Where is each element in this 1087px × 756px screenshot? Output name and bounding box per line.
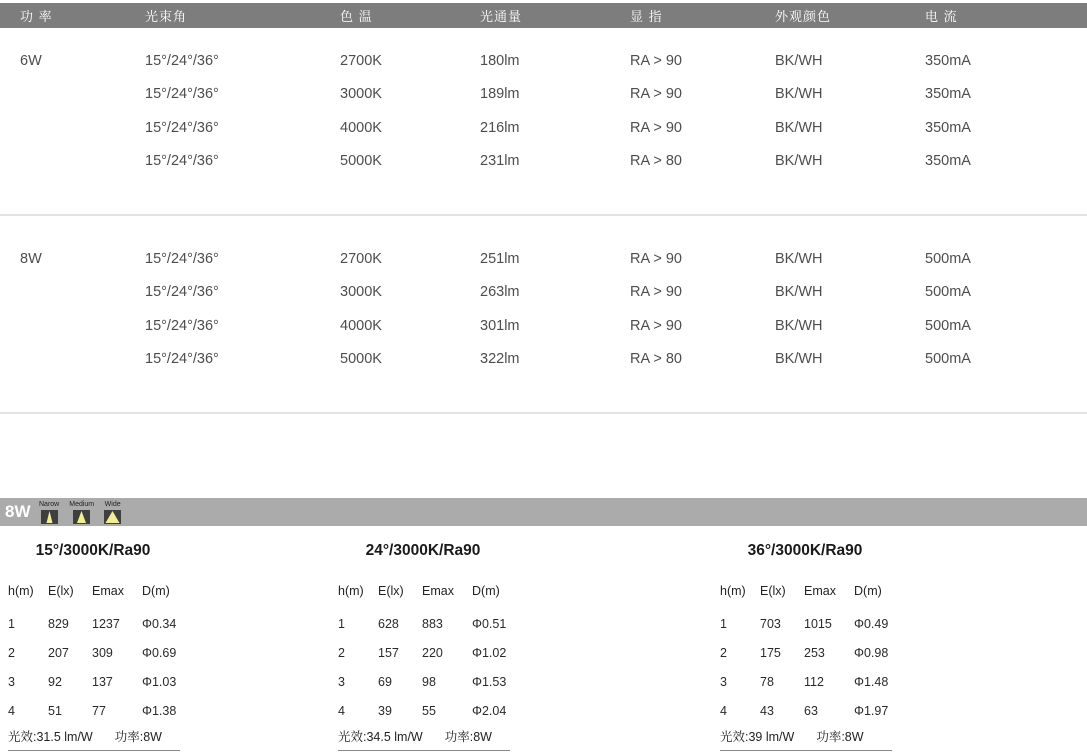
col-header-illuminance: E(lx) <box>760 584 786 598</box>
flux-cell: 263lm <box>480 284 520 301</box>
power-value: 功率:8W <box>816 730 864 744</box>
photometric-footer <box>720 727 892 751</box>
flux-cell: 231lm <box>480 153 520 170</box>
illuminance-cell: 69 <box>378 674 392 689</box>
beam-icon-group <box>39 498 121 526</box>
beam-section-header <box>0 498 1087 526</box>
cct-cell: 3000K <box>340 284 382 301</box>
illuminance-cell: 703 <box>760 616 781 631</box>
current-cell: 500mA <box>925 284 971 301</box>
efficacy-value: 光效:31.5 lm/W <box>8 730 93 744</box>
emax-cell: 309 <box>92 645 113 660</box>
photometric-row <box>720 696 930 725</box>
table-row <box>0 309 1087 343</box>
beam-angle-cell: 15°/24°/36° <box>145 284 219 301</box>
current-cell: 500mA <box>925 317 971 334</box>
illuminance-cell: 51 <box>48 703 62 718</box>
column-header-power: 功 率 <box>20 9 53 24</box>
finish-color-cell: BK/WH <box>775 284 823 301</box>
medium-beam <box>69 501 94 524</box>
photometric-table-24deg <box>338 526 548 751</box>
cri-cell: RA > 80 <box>630 351 682 368</box>
emax-cell: 220 <box>422 645 443 660</box>
cri-cell: RA > 90 <box>630 119 682 136</box>
cri-cell: RA > 90 <box>630 284 682 301</box>
power-group-8w <box>0 242 1087 376</box>
illuminance-cell: 43 <box>760 703 774 718</box>
col-header-diameter: D(m) <box>854 584 882 598</box>
current-cell: 500mA <box>925 250 971 267</box>
photometric-header-row <box>720 579 930 603</box>
column-header-flux: 光通量 <box>480 9 523 24</box>
flux-cell: 301lm <box>480 317 520 334</box>
cri-cell: RA > 90 <box>630 250 682 267</box>
height-cell: 1 <box>8 616 15 631</box>
medium-beam-label: Medium <box>69 501 95 508</box>
wide-beam-label: Wide <box>104 501 121 508</box>
current-cell: 500mA <box>925 351 971 368</box>
photometric-tables <box>0 526 1087 751</box>
divider <box>0 214 1087 216</box>
height-cell: 1 <box>338 616 345 631</box>
col-header-emax: Emax <box>422 584 454 598</box>
diameter-cell: Φ0.49 <box>854 616 889 631</box>
col-header-illuminance: E(lx) <box>48 584 74 598</box>
beam-angle-cell: 15°/24°/36° <box>145 317 219 334</box>
col-header-emax: Emax <box>804 584 836 598</box>
photometric-header-row <box>8 579 218 603</box>
illuminance-cell: 157 <box>378 645 399 660</box>
photometric-row <box>8 696 218 725</box>
photometric-table-title: 15°/3000K/Ra90 <box>35 542 151 559</box>
cct-cell: 2700K <box>340 250 382 267</box>
photometric-row <box>720 609 930 638</box>
photometric-row <box>8 609 218 638</box>
finish-color-cell: BK/WH <box>775 351 823 368</box>
column-header-current: 电 流 <box>925 9 958 24</box>
cct-cell: 4000K <box>340 119 382 136</box>
finish-color-cell: BK/WH <box>775 317 823 334</box>
height-cell: 2 <box>8 645 15 660</box>
power-badge: 8W <box>5 502 31 521</box>
col-header-height: h(m) <box>720 584 746 598</box>
cct-cell: 2700K <box>340 52 382 69</box>
column-header-cri: 显 指 <box>630 9 663 24</box>
cri-cell: RA > 90 <box>630 317 682 334</box>
diameter-cell: Φ0.51 <box>472 616 507 631</box>
table-row <box>0 276 1087 310</box>
diameter-cell: Φ0.34 <box>142 616 177 631</box>
emax-cell: 63 <box>804 703 818 718</box>
photometric-row <box>338 667 548 696</box>
photometric-table-36deg <box>720 526 930 751</box>
table-row <box>0 44 1087 78</box>
photometric-footer <box>338 727 510 751</box>
col-header-diameter: D(m) <box>142 584 170 598</box>
column-header-cct: 色 温 <box>340 9 373 24</box>
beam-angle-cell: 15°/24°/36° <box>145 86 219 103</box>
table-row <box>0 242 1087 276</box>
illuminance-cell: 628 <box>378 616 399 631</box>
diameter-cell: Φ1.53 <box>472 674 507 689</box>
narrow-beam <box>39 501 59 524</box>
current-cell: 350mA <box>925 153 971 170</box>
finish-color-cell: BK/WH <box>775 153 823 170</box>
beam-angle-cell: 15°/24°/36° <box>145 250 219 267</box>
diameter-cell: Φ0.69 <box>142 645 177 660</box>
photometric-table-15deg <box>8 526 218 751</box>
height-cell: 2 <box>338 645 345 660</box>
cri-cell: RA > 80 <box>630 153 682 170</box>
column-header-finish-color: 外观颜色 <box>775 9 832 24</box>
current-cell: 350mA <box>925 119 971 136</box>
finish-color-cell: BK/WH <box>775 250 823 267</box>
illuminance-cell: 78 <box>760 674 774 689</box>
emax-cell: 1015 <box>804 616 832 631</box>
col-header-diameter: D(m) <box>472 584 500 598</box>
table-row <box>0 78 1087 112</box>
table-row <box>0 343 1087 377</box>
beam-angle-cell: 15°/24°/36° <box>145 351 219 368</box>
column-header-beam-angle: 光束角 <box>145 9 188 24</box>
col-header-illuminance: E(lx) <box>378 584 404 598</box>
cct-cell: 3000K <box>340 86 382 103</box>
photometric-row <box>338 609 548 638</box>
photometric-row <box>720 638 930 667</box>
illuminance-cell: 39 <box>378 703 392 718</box>
flux-cell: 322lm <box>480 351 520 368</box>
power-value: 功率:8W <box>444 730 492 744</box>
diameter-cell: Φ1.48 <box>854 674 889 689</box>
wide-beam-icon <box>104 510 121 524</box>
photometric-footer <box>8 727 180 751</box>
narrow-beam-label: Narow <box>39 501 60 508</box>
col-header-height: h(m) <box>8 584 34 598</box>
power-cell: 8W <box>20 250 42 267</box>
flux-cell: 216lm <box>480 119 520 136</box>
beam-angle-cell: 15°/24°/36° <box>145 153 219 170</box>
cct-cell: 4000K <box>340 317 382 334</box>
emax-cell: 98 <box>422 674 436 689</box>
emax-cell: 1237 <box>92 616 120 631</box>
height-cell: 4 <box>720 703 727 718</box>
current-cell: 350mA <box>925 86 971 103</box>
emax-cell: 77 <box>92 703 106 718</box>
table-row <box>0 145 1087 179</box>
photometric-row <box>8 667 218 696</box>
illuminance-cell: 92 <box>48 674 62 689</box>
power-cell: 6W <box>20 52 42 69</box>
diameter-cell: Φ1.97 <box>854 703 889 718</box>
spec-sheet <box>0 3 1087 756</box>
photometric-header-row <box>338 579 548 603</box>
col-header-emax: Emax <box>92 584 124 598</box>
emax-cell: 883 <box>422 616 443 631</box>
diameter-cell: Φ2.04 <box>472 703 507 718</box>
wide-beam <box>104 501 121 524</box>
efficacy-value: 光效:34.5 lm/W <box>338 730 423 744</box>
photometric-row <box>720 667 930 696</box>
medium-beam-icon <box>73 510 90 524</box>
height-cell: 4 <box>8 703 15 718</box>
flux-cell: 251lm <box>480 250 520 267</box>
power-group-6w <box>0 44 1087 178</box>
photometric-table-title: 24°/3000K/Ra90 <box>365 542 481 559</box>
emax-cell: 55 <box>422 703 436 718</box>
diameter-cell: Φ1.03 <box>142 674 177 689</box>
cct-cell: 5000K <box>340 153 382 170</box>
divider <box>0 412 1087 414</box>
flux-cell: 189lm <box>480 86 520 103</box>
diameter-cell: Φ1.02 <box>472 645 507 660</box>
narrow-beam-icon <box>41 510 58 524</box>
illuminance-cell: 175 <box>760 645 781 660</box>
current-cell: 350mA <box>925 52 971 69</box>
beam-angle-cell: 15°/24°/36° <box>145 52 219 69</box>
height-cell: 3 <box>720 674 727 689</box>
height-cell: 2 <box>720 645 727 660</box>
photometric-row <box>8 638 218 667</box>
beam-angle-cell: 15°/24°/36° <box>145 119 219 136</box>
diameter-cell: Φ0.98 <box>854 645 889 660</box>
cri-cell: RA > 90 <box>630 52 682 69</box>
cct-cell: 5000K <box>340 351 382 368</box>
flux-cell: 180lm <box>480 52 520 69</box>
cri-cell: RA > 90 <box>630 86 682 103</box>
finish-color-cell: BK/WH <box>775 52 823 69</box>
height-cell: 1 <box>720 616 727 631</box>
height-cell: 3 <box>338 674 345 689</box>
emax-cell: 112 <box>804 674 824 689</box>
finish-color-cell: BK/WH <box>775 86 823 103</box>
table-row <box>0 111 1087 145</box>
illuminance-cell: 829 <box>48 616 69 631</box>
height-cell: 4 <box>338 703 345 718</box>
photometric-table-title: 36°/3000K/Ra90 <box>747 542 863 559</box>
power-value: 功率:8W <box>114 730 162 744</box>
height-cell: 3 <box>8 674 15 689</box>
diameter-cell: Φ1.38 <box>142 703 177 718</box>
efficacy-value: 光效:39 lm/W <box>720 730 795 744</box>
finish-color-cell: BK/WH <box>775 119 823 136</box>
emax-cell: 253 <box>804 645 825 660</box>
col-header-height: h(m) <box>338 584 364 598</box>
photometric-row <box>338 638 548 667</box>
spec-table-header-row <box>0 3 1087 28</box>
photometric-row <box>338 696 548 725</box>
illuminance-cell: 207 <box>48 645 69 660</box>
emax-cell: 137 <box>92 674 113 689</box>
